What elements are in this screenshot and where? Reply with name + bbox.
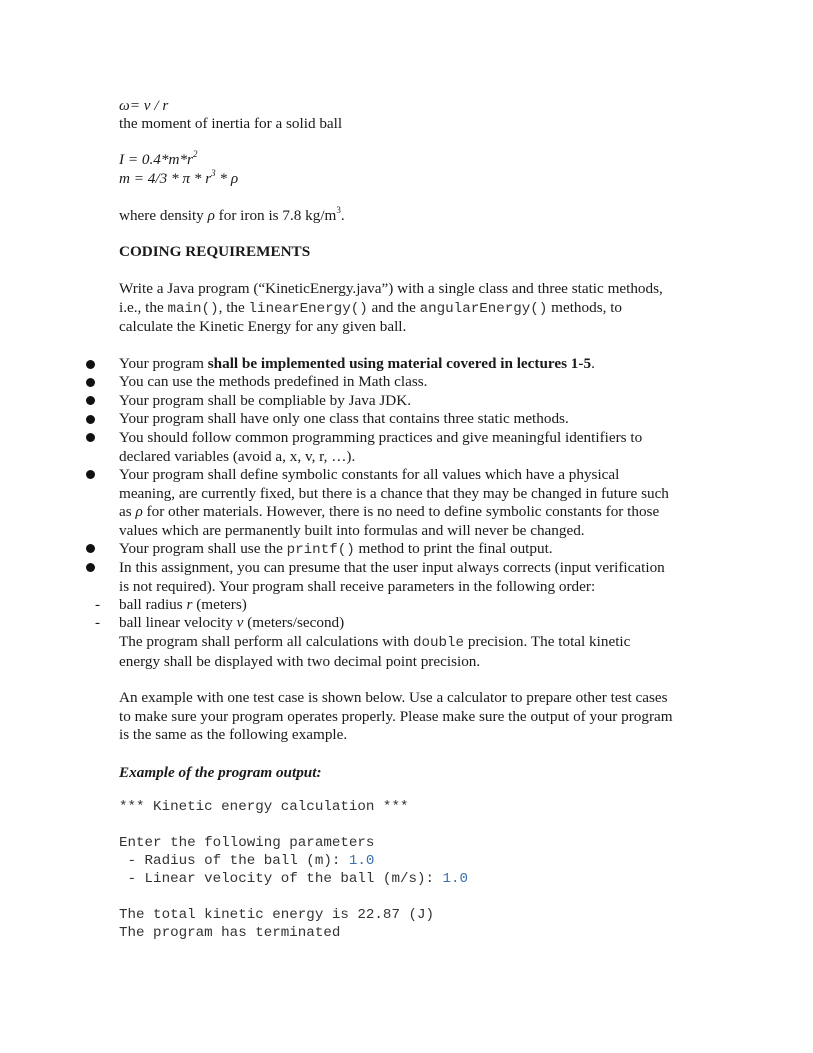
bullet-item: You can use the methods predefined in Math class.: [119, 373, 428, 390]
printf-method-code: printf(): [286, 542, 355, 558]
inertia-intro: the moment of inertia for a solid ball: [119, 115, 343, 132]
precision-paragraph: The program shall perform all calculations with double precision. The total kinetic energy shall be displayed with two decimal point precision.: [119, 633, 631, 670]
velocity-input-value: 1.0: [442, 871, 469, 887]
inertia-formula: $I = 0.4*m*r^2$: [119, 149, 198, 168]
bullet-item: Your program shall be compliable by Java JDK.: [119, 392, 412, 409]
omega-expression: = v / r: [129, 97, 169, 114]
dash-marker: -: [95, 596, 101, 613]
main-method-code: main(): [167, 300, 219, 317]
console-velocity-line: - Linear velocity of the ball (m/s): 1.0: [119, 871, 469, 887]
bullet-icon: [86, 378, 95, 387]
omega-symbol: ω: [119, 97, 130, 114]
bullet-item: Your program shall have only one class that contains three static methods.: [119, 410, 569, 427]
bullet-icon: [86, 360, 95, 369]
console-terminated-line: The program has terminated: [119, 925, 341, 941]
bullet-icon: [86, 433, 95, 442]
bullet-item: You should follow common programming practices and give meaningful identifiers to declared variables (avoid a, x, v, r, …).: [119, 429, 643, 465]
density-note: where density ρ for iron is 7.8 $kg/m^3$.: [119, 205, 345, 224]
angular-energy-method-code: angularEnergy(): [419, 300, 548, 317]
radius-input-value: 1.0: [348, 853, 375, 869]
console-result-line: The total kinetic energy is 22.87 (J): [119, 907, 435, 923]
bullet-icon: [86, 544, 95, 553]
coding-requirements-heading: CODING REQUIREMENTS: [119, 243, 311, 260]
dash-item: ball linear velocity v (meters/second): [119, 614, 345, 631]
intro-paragraph: Write a Java program (“KineticEnergy.java”) with a single class and three static methods, i.e., the main(), the linearEnergy() and the angularEnergy() methods, to calculate the Kinetic Energy for any given ball.: [119, 280, 663, 335]
console-title: *** Kinetic energy calculation ***: [119, 799, 409, 815]
bullet-icon: [86, 470, 95, 479]
example-intro-paragraph: An example with one test case is shown below. Use a calculator to prepare other test cases to make sure your program operates properly. Please make sure the output of your program is the same as the following example.: [119, 689, 673, 743]
bullet-icon: [86, 563, 95, 572]
omega-formula: [119, 97, 168, 115]
linear-energy-method-code: linearEnergy(): [248, 300, 368, 317]
console-radius-line: - Radius of the ball (m): 1.0: [119, 853, 375, 869]
bullet-item: Your program shall be implemented using material covered in lectures 1-5.: [119, 355, 595, 372]
bullet-icon: [86, 396, 95, 405]
bullet-item: Your program shall use the printf() method to print the final output.: [119, 540, 553, 558]
mass-formula: $m = 4/3 * \pi * r^3 * \rho$: [119, 168, 239, 187]
console-enter-line: Enter the following parameters: [119, 835, 375, 851]
double-type-code: double: [412, 635, 465, 651]
example-output-heading: Example of the program output:: [119, 764, 322, 781]
dash-item: ball radius r (meters): [119, 596, 247, 613]
dash-marker: -: [95, 614, 101, 631]
bullet-item: In this assignment, you can presume that the user input always corrects (input verification is not required). Your program shall receive parameters in the following order:: [119, 559, 665, 595]
bullet-icon: [86, 415, 95, 424]
bullet-item: Your program shall define symbolic constants for all values which have a physical meaning, are currently fixed, but there is a chance that they may be changed in future such as ρ for other materials. However, there is no need to define symbolic constants for those values which are permanently built into formulas and will never be changed.: [119, 466, 669, 539]
